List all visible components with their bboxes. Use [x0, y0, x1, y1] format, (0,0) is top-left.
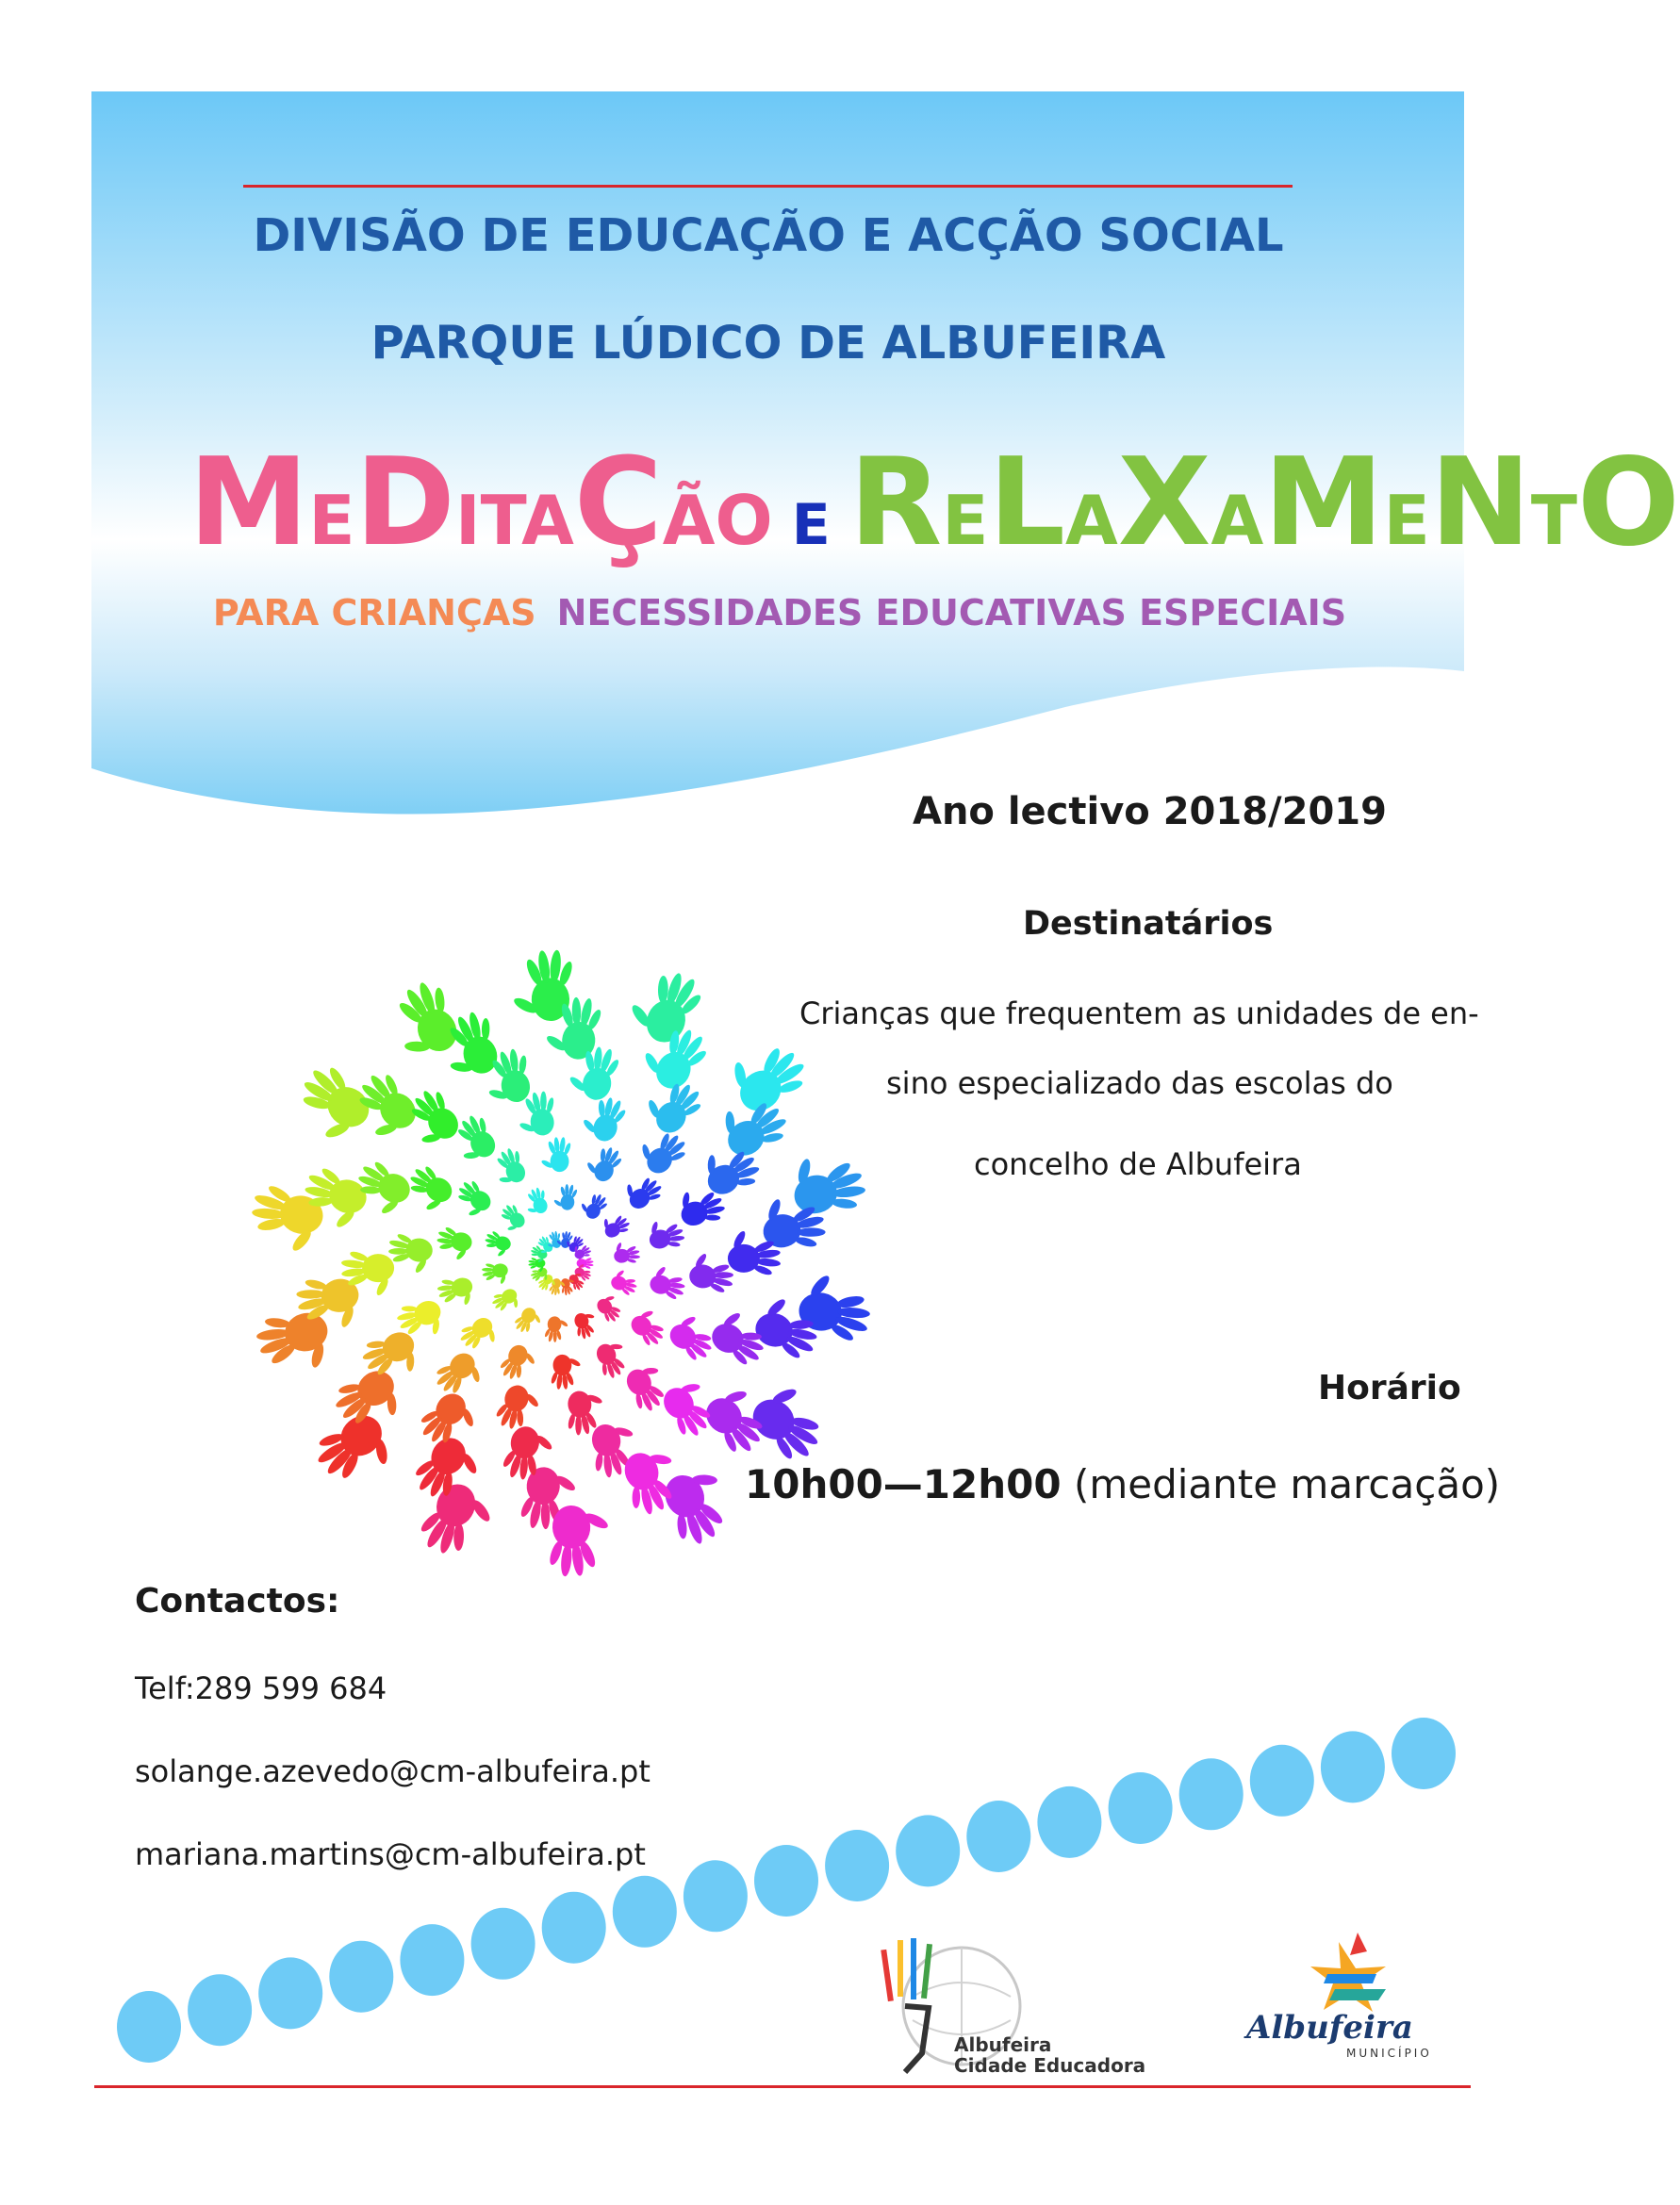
logo-mun-name: Albufeira [1246, 2009, 1413, 2047]
park-heading: PARQUE LÚDICO DE ALBUFEIRA [371, 317, 1166, 370]
handprint [719, 1028, 815, 1124]
decorative-dot [258, 1957, 322, 2029]
title-letter: E [942, 481, 989, 560]
logo-edu-line1: Albufeira [954, 2033, 1052, 2056]
decorative-dot [684, 1860, 748, 1932]
handprint [492, 1381, 544, 1436]
title-letter: O [1577, 433, 1680, 573]
audience-heading: Destinatários [1023, 905, 1274, 943]
decorative-dot [1250, 1745, 1314, 1817]
handprint [450, 1176, 497, 1222]
title-letter: D [354, 433, 455, 573]
handprint [619, 1168, 667, 1215]
main-title [189, 433, 1680, 573]
handprint [496, 1341, 539, 1386]
decorative-dot [613, 1876, 677, 1948]
handprint [552, 1183, 579, 1211]
logo-edu-line2: Cidade Educadora [954, 2054, 1146, 2077]
handprint [625, 1304, 672, 1350]
handprint [481, 1260, 509, 1287]
audience-line: Crianças que frequentem as unidades de en- [799, 996, 1479, 1031]
handprint [511, 1304, 545, 1339]
handprint [648, 1264, 688, 1303]
subtitle-children: PARA CRIANÇAS [212, 592, 536, 634]
audience-line: sino especializado das escolas do [886, 1065, 1393, 1101]
handprint [434, 1225, 474, 1263]
decorative-dot [329, 1941, 393, 2013]
handprint [645, 1215, 686, 1254]
title-letter: M [189, 433, 309, 573]
handprint [481, 1228, 513, 1259]
title-letter: N [1429, 433, 1531, 573]
handprint [413, 1475, 500, 1566]
handprint [608, 1267, 640, 1297]
title-letter: L [988, 433, 1066, 573]
handprint [577, 1188, 611, 1223]
decorative-dot [1321, 1731, 1385, 1802]
contact-phone: Telf:289 599 684 [135, 1670, 387, 1706]
decorative-dot [471, 1908, 535, 1980]
school-year: Ano lectivo 2018/2019 [913, 790, 1387, 833]
handprint [590, 1337, 634, 1382]
title-letter: A [1065, 481, 1118, 560]
title-letter: M [1263, 433, 1384, 573]
division-heading: DIVISÃO DE EDUCAÇÃO E ACÇÃO SOCIAL [253, 209, 1284, 262]
title-letter: X [1117, 433, 1211, 573]
decorative-dot [966, 1801, 1030, 1872]
decorative-dot [400, 1924, 464, 1996]
contact-email-solange: solange.azevedo@cm-albufeira.pt [135, 1753, 651, 1789]
contacts-heading: Contactos: [135, 1582, 340, 1621]
decorative-dot [896, 1815, 960, 1886]
logo-mun-sub: MUNICÍPIO [1346, 2047, 1432, 2060]
handprint [652, 1459, 743, 1553]
top-rule [243, 185, 1293, 188]
handprint [570, 1308, 601, 1341]
subtitle [189, 592, 1371, 634]
title-letter: ÃO [662, 481, 773, 560]
subtitle-special-needs: NECESSIDADES EDUCATIVAS ESPECIAIS [556, 592, 1347, 634]
decorative-dot [1109, 1772, 1173, 1844]
title-letter: E [1383, 481, 1430, 560]
handprint [622, 960, 709, 1050]
title-connector: E [791, 492, 831, 558]
handprint [487, 1144, 532, 1190]
handprint [578, 1091, 630, 1145]
handprint [540, 1137, 572, 1173]
title-letter: T [1530, 481, 1578, 560]
title-letter: E [308, 481, 355, 560]
handprint [543, 1315, 569, 1343]
handprint [436, 1273, 477, 1311]
title-letter: R [848, 433, 943, 573]
decorative-dot [542, 1892, 606, 1964]
handprint [520, 1185, 552, 1217]
header-banner [0, 0, 1559, 848]
handprint [599, 1209, 634, 1242]
decorative-dot [825, 1830, 889, 1901]
handprint-spiral-image [236, 938, 886, 1588]
albufeira-municipio-logo [1244, 1923, 1461, 2065]
handprint [592, 1291, 627, 1325]
decorative-dot [1392, 1718, 1456, 1789]
schedule-note: (mediante marcação) [1073, 1461, 1501, 1507]
handprint [550, 1355, 582, 1390]
audience-line: concelho de Albufeira [974, 1146, 1302, 1182]
decorative-dot [117, 1991, 181, 2063]
decorative-dot [188, 1974, 252, 2046]
contact-email-mariana: mariana.martins@cm-albufeira.pt [135, 1836, 646, 1872]
title-letter: Ç [573, 433, 663, 573]
decorative-dot [754, 1845, 818, 1917]
schedule-heading: Horário [1318, 1369, 1461, 1407]
handprint [785, 1144, 871, 1224]
bottom-rule [94, 2085, 1471, 2088]
handprint [380, 975, 470, 1068]
decorative-dot [1179, 1758, 1244, 1830]
title-letter: A [1211, 481, 1264, 560]
handprint [307, 1403, 404, 1498]
cidade-educadora-logo [877, 1931, 1146, 2091]
schedule-time: 10h00—12h00 [745, 1461, 1062, 1507]
handprint [583, 1141, 626, 1186]
handprint [494, 1201, 529, 1236]
handprint [455, 1311, 502, 1358]
handprint [613, 1240, 641, 1266]
handprint [489, 1284, 524, 1318]
handprint [252, 1302, 338, 1382]
decorative-dot [1037, 1786, 1101, 1858]
title-letter: ITA [454, 481, 574, 560]
